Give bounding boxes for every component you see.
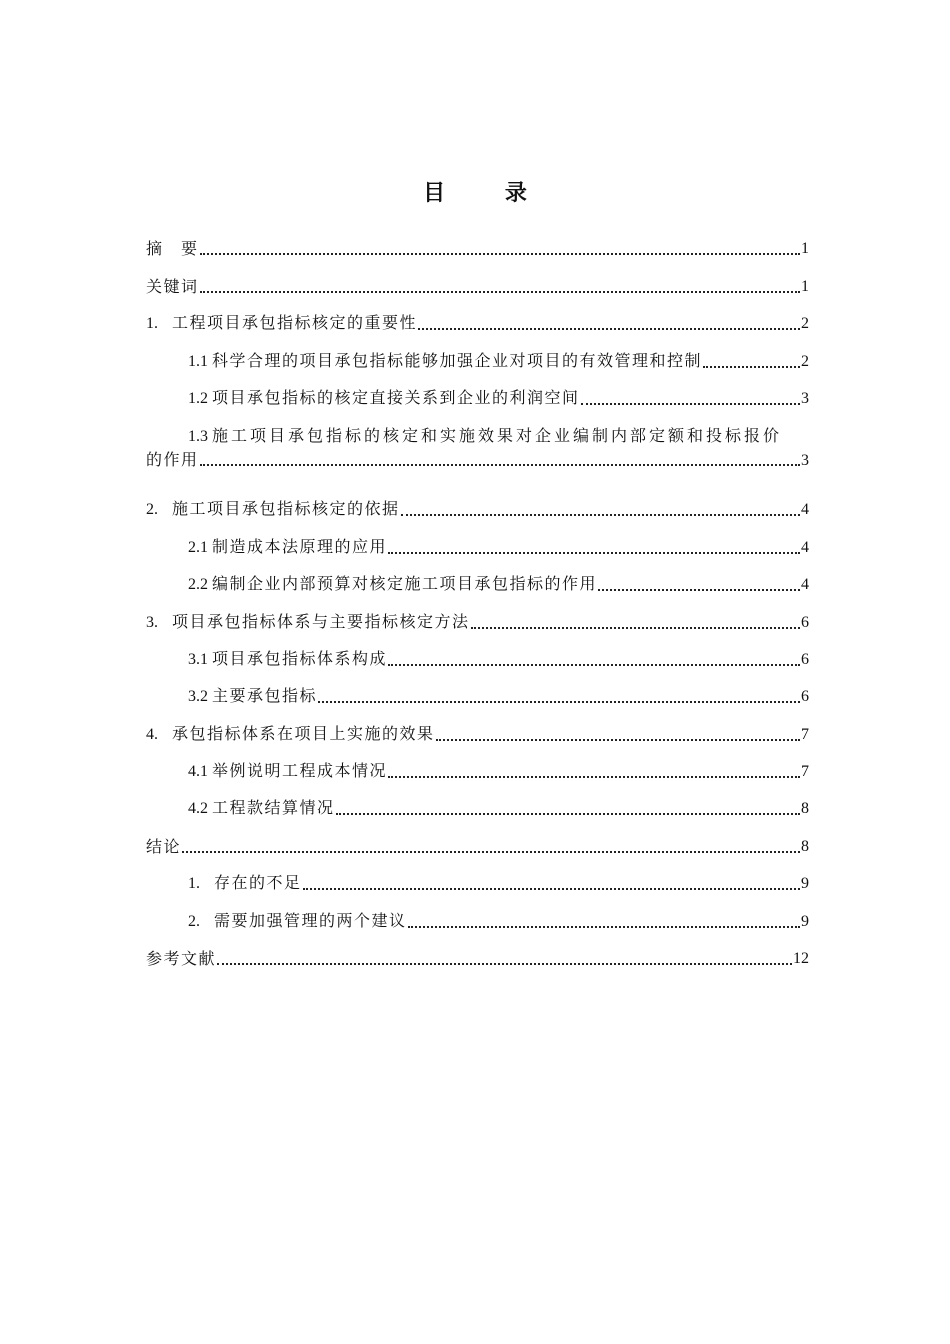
toc-entry[interactable] (146, 898, 809, 935)
toc-entry[interactable] (146, 263, 809, 300)
toc-entry[interactable] (146, 487, 809, 524)
dot-leader (703, 366, 800, 368)
toc-entry-page: 9 (801, 912, 809, 930)
toc-entry-page: 3 (801, 451, 809, 469)
toc-entry-label: 工程项目承包指标核定的重要性 (172, 313, 418, 333)
toc-entry-page: 4 (801, 501, 809, 519)
dot-leader (200, 291, 800, 293)
dot-leader (388, 552, 800, 554)
toc-entry-number: 4.2 (188, 800, 208, 818)
toc-entry[interactable] (146, 861, 809, 898)
toc-entry-page: 6 (801, 688, 809, 706)
toc-entry-page: 6 (801, 613, 809, 631)
dot-leader (200, 464, 800, 466)
toc-entry-page: 1 (801, 240, 809, 258)
dot-leader (408, 926, 800, 928)
toc-entry-number: 2.1 (188, 538, 208, 556)
toc-entry-label: 参考文献 (146, 949, 217, 969)
toc-entry-number: 3.2 (188, 688, 208, 706)
toc-entry-page: 4 (801, 576, 809, 594)
toc-entry-label: 项目承包指标体系构成 (212, 648, 388, 668)
table-of-contents (146, 226, 809, 973)
toc-entry-label: 承包指标体系在项目上实施的效果 (172, 723, 435, 743)
toc-entry-label: 科学合理的项目承包指标能够加强企业对项目的有效管理和控制 (212, 350, 703, 370)
toc-entry[interactable] (146, 637, 809, 674)
dot-leader (200, 253, 800, 255)
toc-entry[interactable] (146, 338, 809, 375)
dot-leader (471, 627, 800, 629)
toc-entry-page: 1 (801, 277, 809, 295)
toc-entry-label: 项目承包指标的核定直接关系到企业的利润空间 (212, 387, 580, 407)
toc-entry[interactable] (146, 749, 809, 786)
toc-entry-page: 12 (793, 950, 809, 968)
dot-leader (581, 403, 800, 405)
toc-entry-number: 1. (146, 315, 158, 333)
toc-entry-number: 3.1 (188, 650, 208, 668)
toc-entry-page: 8 (801, 800, 809, 818)
toc-entry[interactable] (146, 226, 809, 263)
toc-entry-number: 2.2 (188, 576, 208, 594)
dot-leader (217, 963, 792, 965)
dot-leader (303, 888, 800, 890)
toc-entry-label: 需要加强管理的两个建议 (214, 910, 407, 930)
toc-entry-label: 制造成本法原理的应用 (212, 536, 388, 556)
toc-entry-number: 2. (146, 501, 158, 519)
toc-entry-number: 1.3 (188, 427, 208, 445)
toc-entry[interactable] (146, 599, 809, 636)
toc-entry[interactable] (146, 711, 809, 748)
dot-leader (401, 514, 800, 516)
toc-entry[interactable] (146, 786, 809, 823)
toc-entry-page: 3 (801, 389, 809, 407)
toc-title: 目 录 (423, 180, 553, 206)
toc-entry-page: 7 (801, 763, 809, 781)
toc-entry-label: 编制企业内部预算对核定施工项目承包指标的作用 (212, 574, 598, 594)
toc-entry-label: 结论 (146, 836, 182, 856)
dot-leader (336, 813, 800, 815)
toc-entry-page: 2 (801, 315, 809, 333)
toc-entry-label: 施工项目承包指标的核定和实施效果对企业编制内部定额和投标报价 (212, 425, 783, 445)
toc-entry-label: 关键词 (146, 276, 199, 296)
toc-entry[interactable] (146, 376, 809, 413)
toc-entry[interactable] (146, 674, 809, 711)
toc-entry-label: 存在的不足 (214, 873, 302, 893)
dot-leader (418, 328, 800, 330)
toc-entry[interactable] (146, 413, 809, 487)
toc-entry[interactable] (146, 936, 809, 973)
toc-entry-number: 1. (188, 875, 200, 893)
dot-leader (182, 851, 800, 853)
toc-entry-number: 1.1 (188, 352, 208, 370)
toc-entry-page: 6 (801, 650, 809, 668)
dot-leader (598, 589, 800, 591)
toc-entry[interactable] (146, 301, 809, 338)
toc-entry-page: 8 (801, 837, 809, 855)
toc-entry-number: 4.1 (188, 763, 208, 781)
toc-entry-page: 2 (801, 352, 809, 370)
toc-entry-label: 举例说明工程成本情况 (212, 761, 388, 781)
toc-entry-number: 4. (146, 725, 158, 743)
toc-entry-page: 9 (801, 875, 809, 893)
toc-entry[interactable] (146, 524, 809, 561)
toc-entry[interactable] (146, 823, 809, 860)
dot-leader (388, 776, 800, 778)
dot-leader (318, 701, 800, 703)
dot-leader (436, 739, 800, 741)
toc-entry-number: 3. (146, 613, 158, 631)
toc-entry-label-continued: 的作用 (146, 449, 199, 469)
toc-entry-label: 项目承包指标体系与主要指标核定方法 (172, 611, 470, 631)
toc-entry-page: 4 (801, 538, 809, 556)
toc-entry-number: 1.2 (188, 389, 208, 407)
dot-leader (388, 664, 800, 666)
toc-entry-label: 工程款结算情况 (212, 798, 335, 818)
toc-entry-label: 主要承包指标 (212, 686, 318, 706)
toc-entry[interactable] (146, 562, 809, 599)
toc-entry-label: 摘 要 (146, 239, 199, 259)
toc-entry-page: 7 (801, 725, 809, 743)
toc-entry-label: 施工项目承包指标核定的依据 (172, 499, 400, 519)
toc-entry-number: 2. (188, 912, 200, 930)
